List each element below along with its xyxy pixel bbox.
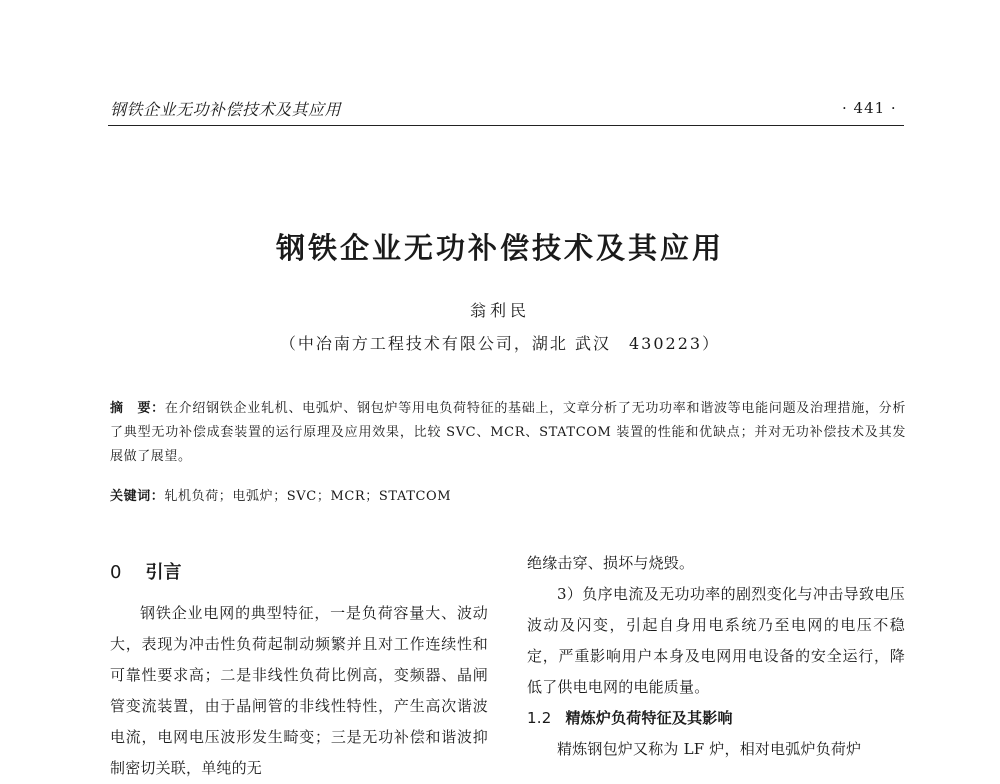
left-column [110, 598, 488, 784]
section-number: 0 [110, 562, 122, 583]
subsection-paragraph: 精炼钢包炉又称为 LF 炉，相对电弧炉负荷炉 [557, 740, 862, 758]
subsection-title: 精炼炉负荷特征及其影响 [565, 709, 733, 727]
article-title: 钢铁企业无功补偿技术及其应用 [275, 231, 724, 265]
abstract [110, 397, 906, 469]
section-title: 引言 [145, 562, 182, 583]
header-rule [108, 125, 904, 126]
keywords [110, 485, 906, 504]
right-column [527, 548, 905, 765]
intro-paragraph: 钢铁企业电网的典型特征，一是负荷容量大、波动大，表现为冲击性负荷起制动频繁并且对工作连续性和可靠性要求高；二是非线性负荷比例高，变频器、晶闸管变流装置，由于晶闸管的非线性特性，产生高次谐波电流，电网电压波形发生畸变；三是无功补偿和谐波抑制密切关联，单纯的无 [110, 604, 488, 777]
abstract-text: 在介绍钢铁企业轧机、电弧炉、钢包炉等用电负荷特征的基础上，文章分析了无功功率和谐波等电能问题及治理措施，分析了典型无功补偿成套装置的运行原理及应用效果，比较 SVC、MCR、STATCOM 装置的性能和优缺点；并对无功补偿技术及其发展做了展望。 [110, 401, 906, 464]
abstract-label: 摘 要： [110, 401, 165, 416]
author: 翁利民 [469, 301, 530, 320]
page-number: · 441 · [842, 99, 897, 117]
affiliation: （中冶南方工程技术有限公司，湖北 武汉 430223） [279, 334, 721, 353]
section-heading [110, 558, 181, 584]
keywords-label: 关键词： [110, 489, 165, 504]
list-item-3: 3）负序电流及无功功率的剧烈变化与冲击导致电压波动及闪变，引起自身用电系统乃至电网的电压不稳定，严重影响用户本身及电网用电设备的安全运行，降低了供电电网的电能质量。 [527, 585, 905, 696]
subsection-number: 1.2 [527, 709, 552, 727]
keywords-text: 轧机负荷；电弧炉；SVC；MCR；STATCOM [164, 489, 452, 504]
running-title: 钢铁企业无功补偿技术及其应用 [110, 100, 342, 119]
continuation-text: 绝缘击穿、损坏与烧毁。 [527, 554, 695, 572]
subsection-heading [527, 703, 905, 734]
